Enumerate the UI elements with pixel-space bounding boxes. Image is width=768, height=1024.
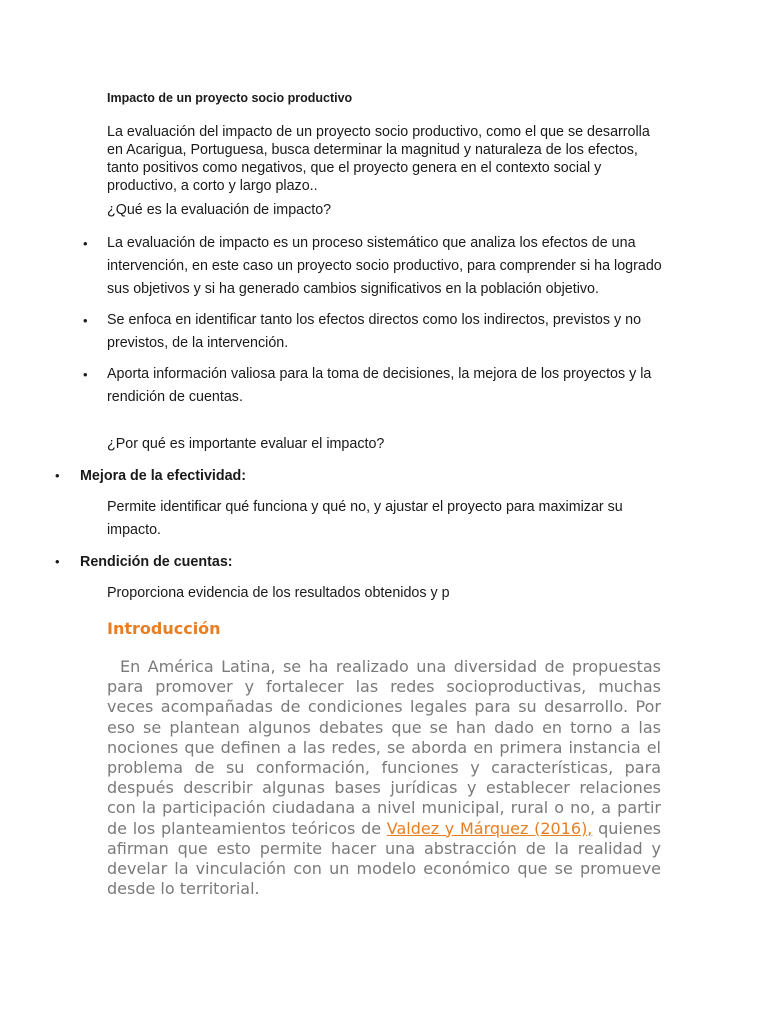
reason-heading-text: Mejora de la efectividad: (80, 468, 247, 484)
bullet-icon: • (55, 554, 60, 569)
reason-heading (55, 467, 246, 485)
intro-paragraph: La evaluación del impacto de un proyecto socio productivo, como el que se desarrolla en Acarigua, Portuguesa, busca determinar la magnitud y naturaleza de los efectos, tanto positivos como negativos, que el proyecto genera en el contexto social y productivo, a corto y largo plazo.. (107, 124, 650, 194)
question-why-evaluate: ¿Por qué es importante evaluar el impacto? (107, 436, 385, 452)
reason-heading (55, 553, 233, 571)
question-what-is-evaluation: ¿Qué es la evaluación de impacto? (107, 202, 332, 218)
reason-body: Permite identificar qué funciona y qué no, y ajustar el proyecto para maximizar su impacto. (107, 499, 623, 538)
list-item-text: Aporta información valiosa para la toma de decisiones, la mejora de los proyectos y la rendición de cuentas. (107, 366, 652, 405)
document-title: Impacto de un proyecto socio productivo (107, 91, 353, 105)
reason-body: Proporciona evidencia de los resultados obtenidos y p (107, 585, 450, 601)
citation-link[interactable]: Valdez y Márquez (2016), (386, 818, 593, 838)
bullet-icon: • (55, 468, 60, 483)
bullet-icon: • (83, 236, 88, 251)
list-item-text: La evaluación de impacto es un proceso sistemático que analiza los efectos de una intervención, en este caso un proyecto socio productivo, para comprender si ha logrado sus objetivos y si ha generado cambios significativos en la población objetivo. (107, 235, 662, 297)
reason-heading-text: Rendición de cuentas: (80, 554, 233, 570)
introduction-text-continued: quienes afirman que esto permite hacer una abstracción de la realidad y develar la vinculación con un modelo económico que se promueve desde lo territorial. (107, 818, 662, 899)
list-item-text: Se enfoca en identificar tanto los efectos directos como los indirectos, previstos y no previstos, de la intervención. (107, 312, 642, 351)
bullet-icon: • (83, 313, 88, 328)
introduction-body (107, 657, 661, 899)
list-item (80, 363, 662, 409)
bullet-icon: • (83, 367, 88, 382)
list-item (80, 232, 662, 301)
section-heading-introduccion: Introducción (107, 619, 221, 638)
list-item (80, 309, 662, 355)
introduction-text: En América Latina, se ha realizado una diversidad de propuestas para promover y fortalecer las redes socioproductivas, muchas veces acompañadas de condiciones legales para su desarrollo. Por eso se plantean algunos debates que se han dado en torno a las nociones que definen a las redes, se aborda en primera instancia el problema de su conformación, funciones y características, para después describir algunas bases jurídicas y establecer relaciones con la participación ciudadana a nivel municipal, rural o no, a partir de los planteamientos teóricos de (107, 657, 661, 838)
evaluation-bullet-list (80, 232, 662, 417)
